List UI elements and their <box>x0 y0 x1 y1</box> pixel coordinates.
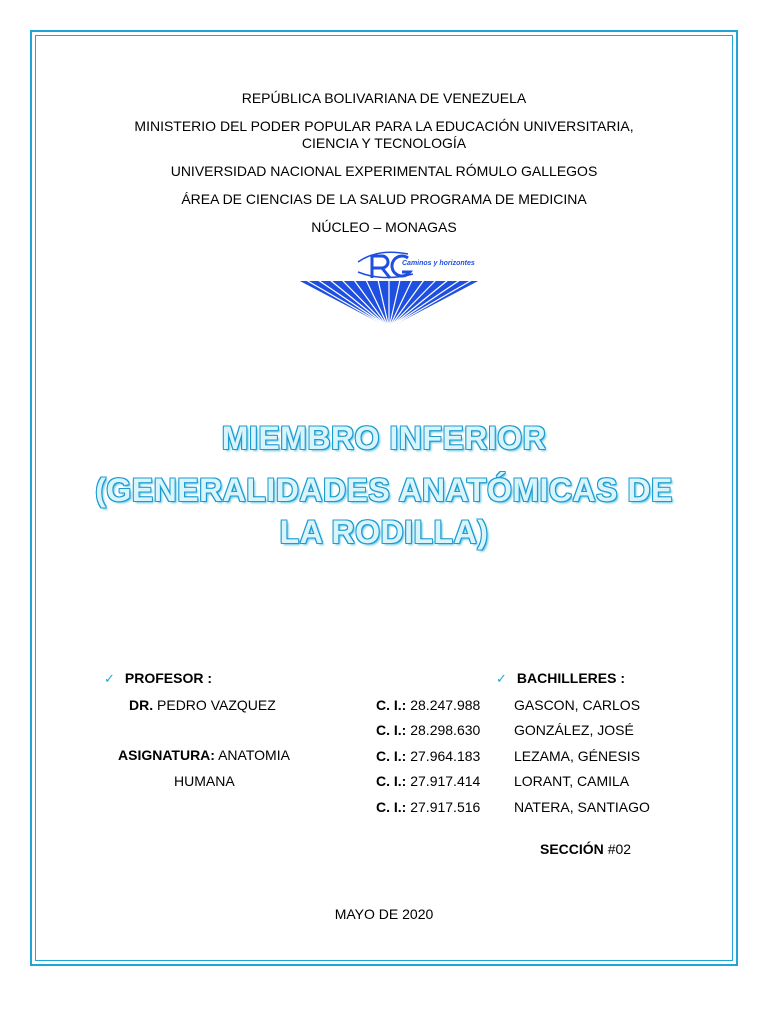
profesor-name-line <box>129 697 276 714</box>
header-ministry-a: MINISTERIO DEL PODER POPULAR PARA LA EDUCACIÓN UNIVERSITARIA, <box>134 118 634 134</box>
seccion-label: SECCIÓN <box>540 841 608 857</box>
university-logo <box>298 248 480 332</box>
header-nucleo: NÚCLEO – MONAGAS <box>311 219 457 235</box>
asignatura-value-b: HUMANA <box>174 773 235 789</box>
profesor-label: PROFESOR : <box>124 670 213 686</box>
profesor-name: PEDRO VAZQUEZ <box>157 697 276 713</box>
student-name: LEZAMA, GÉNESIS <box>514 748 641 764</box>
header-university: UNIVERSIDAD NACIONAL EXPERIMENTAL RÓMULO GALLEGOS <box>170 163 598 179</box>
student-ci: C. I.: 28.298.630 <box>376 722 481 738</box>
logo-fan-icon <box>298 278 480 328</box>
bachilleres-label: BACHILLERES : <box>516 670 626 686</box>
student-name: GONZÁLEZ, JOSÉ <box>514 722 634 738</box>
student-ci: C. I.: 27.917.414 <box>376 773 481 789</box>
student-ci: C. I.: 28.247.988 <box>376 697 481 713</box>
asignatura-line <box>118 747 290 764</box>
profesor-heading <box>104 670 212 687</box>
asignatura-label: ASIGNATURA: <box>118 747 215 763</box>
title-line-2: (GENERALIDADES ANATÓMICAS DE <box>95 472 673 508</box>
logo-text: Caminos y horizontes <box>402 260 475 267</box>
student-name: NATERA, SANTIAGO <box>514 799 650 815</box>
document-date: MAYO DE 2020 <box>334 906 434 922</box>
bachilleres-heading <box>496 670 625 687</box>
asignatura-value-a: ANATOMIA <box>218 747 290 763</box>
title-line-1: MIEMBRO INFERIOR <box>221 420 547 456</box>
institution-header <box>0 90 768 247</box>
document-title <box>0 417 768 553</box>
student-name: GASCON, CARLOS <box>514 697 641 713</box>
student-ci: C. I.: 27.964.183 <box>376 748 481 764</box>
student-ci: C. I.: 27.917.516 <box>376 799 481 815</box>
checkmark-icon: ✓ <box>496 671 507 686</box>
checkmark-icon: ✓ <box>104 671 115 686</box>
header-ministry-b: CIENCIA Y TECNOLOGÍA <box>301 135 467 151</box>
header-republic: REPÚBLICA BOLIVARIANA DE VENEZUELA <box>241 90 527 106</box>
profesor-prefix: DR. <box>129 697 154 713</box>
seccion-line <box>540 841 631 858</box>
header-area: ÁREA DE CIENCIAS DE LA SALUD PROGRAMA DE MEDICINA <box>181 191 587 207</box>
title-line-3: LA RODILLA) <box>279 514 489 550</box>
student-name: LORANT, CAMILA <box>514 773 630 789</box>
seccion-value: #02 <box>607 841 632 857</box>
